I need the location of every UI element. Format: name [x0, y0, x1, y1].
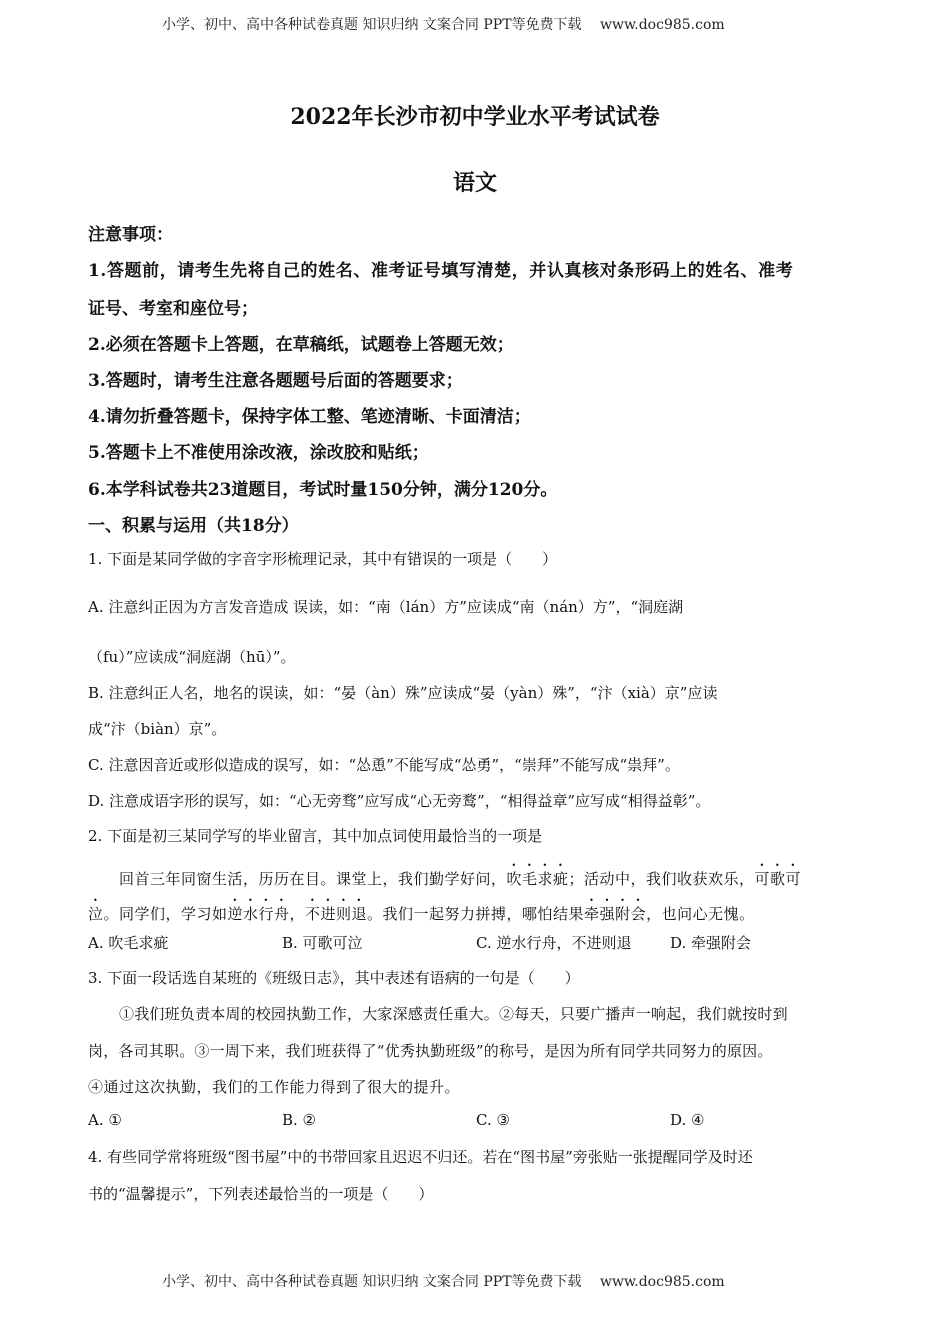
q1-option-c: C. 注意因音近或形似造成的误写，如：“怂恿”不能写成“怂勇”，“崇拜”不能写成“祟拜”。 — [88, 756, 680, 774]
exam-title: 2022年长沙市初中学业水平考试试卷 — [290, 104, 660, 130]
q3-option-c: C. ③ — [476, 1111, 510, 1129]
header-url[interactable]: www.doc985.com — [599, 17, 725, 33]
q2-passage-line2 — [88, 896, 755, 924]
q2-passage-text: ；活动中，我们收获欢乐， — [568, 870, 755, 888]
q1-option-a-line1: A. 注意纠正因为方言发音造成 误读，如：“南（lán）方”应读成“南（nán）方”，“洞庭湖 — [88, 598, 684, 616]
notice-item-3: 3.答题时，请考生注意各题题号后面的答题要求； — [88, 371, 463, 391]
notice-item-1a: 1.答题前，请考生先将自己的姓名、准考证号填写清楚，并认真核对条形码上的姓名、准考 — [88, 261, 794, 281]
q2-passage-text: 。同学们，学习如 — [103, 905, 228, 923]
q2-dotted-word-4: 牵强附会 — [584, 905, 647, 923]
q2-passage-text: ，也问心无愧。 — [646, 905, 755, 923]
footer-text: 小学、初中、高中各种试卷真题 知识归纳 文案合同 PPT等免费下载 — [162, 1274, 582, 1290]
q2-passage-text: 。我们一起努力拼搏，哪怕结果 — [367, 905, 585, 923]
page-footer — [162, 1271, 725, 1291]
q4-stem-line1: 4. 有些同学常将班级“图书屋”中的书带回家且迟迟不归还。若在“图书屋”旁张贴一张提醒同学及时还 — [88, 1148, 753, 1166]
q3-option-d: D. ④ — [670, 1111, 705, 1129]
q2-option-d: D. 牵强附会 — [670, 934, 752, 952]
q3-passage-line3: ④通过这次执勤，我们的工作能力得到了很大的提升。 — [88, 1078, 461, 1096]
q1-option-d: D. 注意成语字形的误写，如：“心无旁骛”应写成“心无旁鹜”，“相得益章”应写成“相得益彰”。 — [88, 792, 711, 810]
q2-dotted-word-2: 可歌可 — [754, 870, 802, 888]
q3-option-a: A. ① — [88, 1111, 122, 1129]
q2-option-a: A. 吹毛求疵 — [88, 934, 169, 952]
q2-dotted-word-1: 吹毛求疵 — [506, 870, 569, 888]
q4-stem-line2: 书的“温馨提示”，下列表述最恰当的一项是（ ） — [88, 1185, 434, 1203]
q2-option-c: C. 逆水行舟，不进则退 — [476, 934, 632, 952]
q2-stem: 2. 下面是初三某同学写的毕业留言，其中加点词使用最恰当的一项是 — [88, 827, 543, 845]
notice-heading: 注意事项： — [88, 225, 173, 245]
notice-item-5: 5.答题卡上不准使用涂改液，涂改胶和贴纸； — [88, 443, 429, 463]
q3-passage-line1: ①我们班负责本周的校园执勤工作，大家深感责任重大。②每天，只要广播声一响起，我们就按时到 — [119, 1005, 788, 1023]
subject-title: 语文 — [452, 170, 497, 196]
notice-item-2: 2.必须在答题卡上答题，在草稿纸，试题卷上答题无效； — [88, 335, 514, 355]
q1-stem: 1. 下面是某同学做的字音字形梳理记录，其中有错误的一项是（ ） — [88, 550, 558, 568]
q2-dotted-word-3: 逆水行舟，不进则退 — [227, 905, 368, 923]
notice-item-4: 4.请勿折叠答题卡，保持字体工整、笔迹清晰、卡面清洁； — [88, 407, 531, 427]
notice-item-1b: 证号、考室和座位号； — [88, 299, 258, 319]
q2-passage-line1 — [119, 861, 801, 889]
header-text: 小学、初中、高中各种试卷真题 知识归纳 文案合同 PPT等免费下载 — [162, 17, 582, 33]
q2-dotted-word-2b: 泣 — [88, 905, 104, 923]
page-header — [162, 14, 725, 34]
q2-option-b: B. 可歌可泣 — [282, 934, 363, 952]
notice-item-6: 6.本学科试卷共23道题目，考试时量150分钟，满分120分。 — [88, 480, 558, 500]
q1-option-b-line1: B. 注意纠正人名，地名的误读，如：“晏（àn）殊”应读成“晏（yàn）殊”，“汴（xià）京”应读 — [88, 684, 718, 702]
q2-passage-text: 回首三年同窗生活，历历在目。课堂上，我们勤学好问， — [119, 870, 507, 888]
q3-passage-line2: 岗，各司其职。③一周下来，我们班获得了“优秀执勤班级”的称号，是因为所有同学共同努力的原因。 — [88, 1042, 773, 1060]
q3-stem: 3. 下面一段话选自某班的《班级日志》，其中表述有语病的一句是（ ） — [88, 969, 580, 987]
q3-option-b: B. ② — [282, 1111, 317, 1129]
q1-option-b-line2: 成“汴（biàn）京”。 — [88, 720, 227, 738]
q1-option-a-line2: （fu）”应读成“洞庭湖（hū）”。 — [88, 648, 296, 666]
section-1-heading: 一、积累与运用（共18分） — [88, 516, 299, 536]
footer-url[interactable]: www.doc985.com — [599, 1274, 725, 1290]
